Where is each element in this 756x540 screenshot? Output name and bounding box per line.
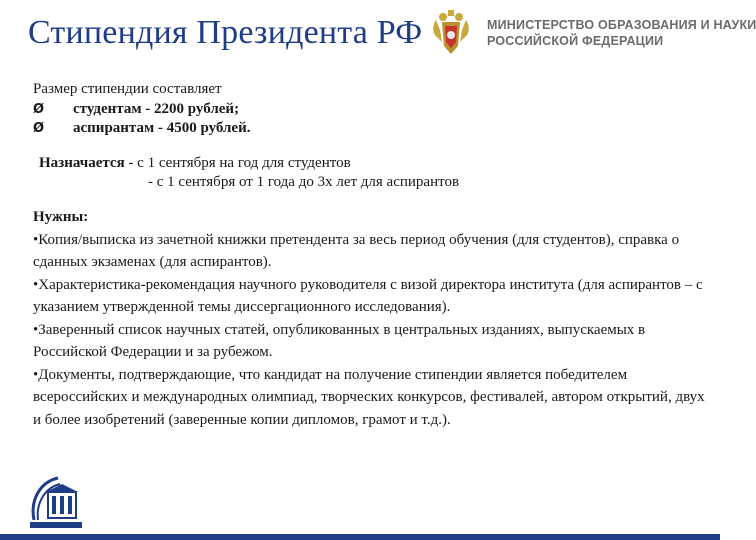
- requirement-item: •Заверенный список научных статей, опубликованных в центральных изданиях, выпускаемых в Российской Федерации и за рубежом.: [33, 321, 646, 360]
- arrow-bullet-icon: Ø: [33, 121, 45, 136]
- ministry-line-2: РОССИЙСКОЙ ФЕДЕРАЦИИ: [487, 34, 664, 48]
- university-logo-icon: [24, 470, 88, 532]
- amount-intro: Размер стипендии составляет: [33, 81, 222, 97]
- requirement-item: •Документы, подтверждающие, что кандидат на получение стипендии является победителем всероссийских и международных олимпиад, творческих конкурсов, фестивалей, автором открытий, двух и более изобретений (заверенные копии дипломов, грамот и т.д.).: [33, 366, 705, 428]
- slide-title: Стипендия Президента РФ: [28, 14, 423, 51]
- footer-bar: [0, 534, 720, 540]
- arrow-bullet-icon: Ø: [33, 102, 45, 117]
- amount-bullet-postgrads: [33, 119, 705, 138]
- assignment-line-2: - с 1 сентября от 1 года до 3х лет для аспирантов: [148, 174, 460, 190]
- assignment-line-1: - с 1 сентября на год для студентов: [128, 155, 351, 171]
- amount-bullet-text: студентам - 2200 рублей;: [73, 101, 240, 117]
- coat-of-arms-icon: [428, 8, 474, 58]
- requirement-item: •Характеристика-рекомендация научного руководителя с визой директора института (для аспирантов – с указанием утвержденной темы диссергационного исследования).: [33, 276, 703, 315]
- requirements-heading: Нужны:: [33, 209, 89, 225]
- amount-bullet-students: [33, 100, 705, 119]
- requirements-block: [33, 206, 705, 431]
- assignment-block: [33, 154, 705, 192]
- slide-content: [33, 80, 705, 431]
- amount-bullet-text: аспирантам - 4500 рублей.: [73, 120, 251, 136]
- ministry-line-1: МИНИСТЕРСТВО ОБРАЗОВАНИЯ И НАУКИ: [487, 18, 756, 32]
- ministry-name: [487, 17, 756, 49]
- assignment-label: Назначается: [39, 155, 125, 171]
- requirement-item: •Копия/выписка из зачетной книжки претендента за весь период обучения (для студентов), справка о сданных экзаменах (для аспирантов).: [33, 231, 680, 270]
